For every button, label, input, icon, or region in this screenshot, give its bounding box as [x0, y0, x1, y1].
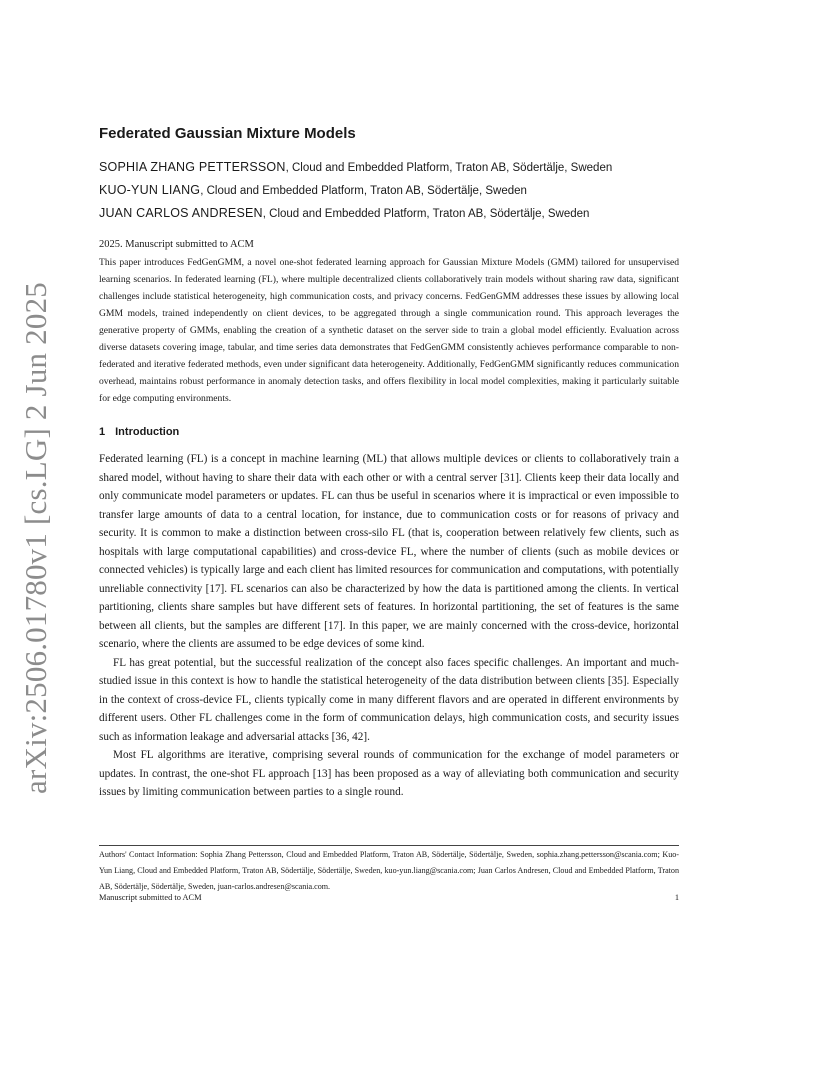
footer-venue: Manuscript submitted to ACM	[99, 893, 202, 902]
body-paragraph: FL has great potential, but the successful realization of the concept also faces specific challenges. An important and much-studied issue in this context is how to handle the statistical heterogeneity of the data distribution between clients [35]. Especially in the context of cross-device FL, clients typically come in many different flavors and are operated in different environments by different users. Other FL challenges come in the form of communication delays, high communication costs, and security issues such as information leakage and adversarial attacks [36, 42].	[99, 656, 679, 743]
paper-body	[99, 124, 679, 802]
author-affiliation: , Cloud and Embedded Platform, Traton AB, Södertälje, Sweden	[285, 162, 613, 174]
arxiv-identifier: arXiv:2506.01780v1 [cs.LG] 2 Jun 2025	[18, 282, 53, 794]
body-paragraph: Most FL algorithms are iterative, comprising several rounds of communication for the exchange of model parameters or updates. In contrast, the one-shot FL approach [13] has been proposed as a way of alleviating both communication and security issues by limiting communication between parties to a single round.	[99, 749, 679, 798]
author-entry	[99, 179, 679, 202]
manuscript-note: 2025. Manuscript submitted to ACM	[99, 239, 254, 250]
author-name: JUAN CARLOS ANDRESEN	[99, 206, 263, 220]
author-list	[99, 156, 679, 225]
section-title: Introduction	[115, 426, 180, 438]
body-paragraph: Federated learning (FL) is a concept in machine learning (ML) that allows multiple devices or clients to collaboratively train a shared model, without having to share their data with each other or with a central server [31]. Clients keep their data locally and only communicate model parameters or updates. FL can thus be useful in scenarios where it is impractical or even impossible to transfer large amounts of data to a central location, for instance, due to communication costs or for reasons of privacy and security. It is common to make a distinction between cross-silo FL (that is, cooperation between relatively few clients, such as hospitals with large computational capabilities) and cross-device FL, where the number of clients (such as mobile devices or connected vehicles) is typically large and each client has limited resources for communication and computations, with potentially unreliable connectivity [17]. FL scenarios can also be characterized by how the data is partitioned among the clients. In vertical partitioning, clients share samples but have different sets of features. In horizontal partitioning, the set of features is the same between all clients, but the samples are different [17]. In this paper, we are mainly concerned with the cross-device, horizontal scenario, where the clients are assumed to be edge devices of some kind.	[99, 453, 679, 650]
author-name: KUO-YUN LIANG	[99, 183, 201, 197]
author-contact-footnote: Authors' Contact Information: Sophia Zhang Pettersson, Cloud and Embedded Platform, Traton AB, Södertälje, Södertälje, Sweden, sophia.zhang.pettersson@scania.com; Kuo-Yun Liang, Cloud and Embedded Platform, Traton AB, Södertälje, Södertälje, Sweden, kuo-yun.liang@scania.com; Juan Carlos Andresen, Cloud and Embedded Platform, Traton AB, Södertälje, Södertälje, Sweden, juan-carlos.andresen@scania.com.	[99, 850, 679, 891]
author-affiliation: , Cloud and Embedded Platform, Traton AB, Södertälje, Sweden	[262, 208, 590, 220]
author-entry	[99, 156, 679, 179]
page-footer	[99, 892, 679, 904]
footnote-divider	[99, 845, 679, 846]
author-name: SOPHIA ZHANG PETTERSSON	[99, 160, 286, 174]
paper-title: Federated Gaussian Mixture Models	[99, 125, 356, 142]
author-affiliation: , Cloud and Embedded Platform, Traton AB, Södertälje, Sweden	[200, 185, 527, 197]
section-number: 1	[99, 426, 106, 438]
abstract: This paper introduces FedGenGMM, a novel one-shot federated learning approach for Gaussian Mixture Models (GMM) tailored for unsupervised learning scenarios. In federated learning (FL), where multiple decentralized clients collaboratively train models without sharing raw data, significant challenges include statistical heterogeneity, high communication costs, and privacy concerns. FedGenGMM addresses these issues by allowing local GMM models, trained independently on client devices, to be aggregated through a single communication round. This approach leverages the generative property of GMMs, enabling the creation of a synthetic dataset on the server side to train a global model efficiently. Evaluation across diverse datasets covering image, tabular, and time series data demonstrates that FedGenGMM consistently achieves performance comparable to non-federated and iterative federated methods, even under significant data heterogeneity. Additionally, FedGenGMM significantly reduces communication overhead, maintains robust performance in anomaly detection tasks, and offers flexibility in local model complexities, making it particularly suitable for edge computing environments.	[99, 257, 679, 404]
section-heading	[99, 424, 679, 440]
author-entry	[99, 202, 679, 225]
page-number: 1	[674, 893, 679, 902]
